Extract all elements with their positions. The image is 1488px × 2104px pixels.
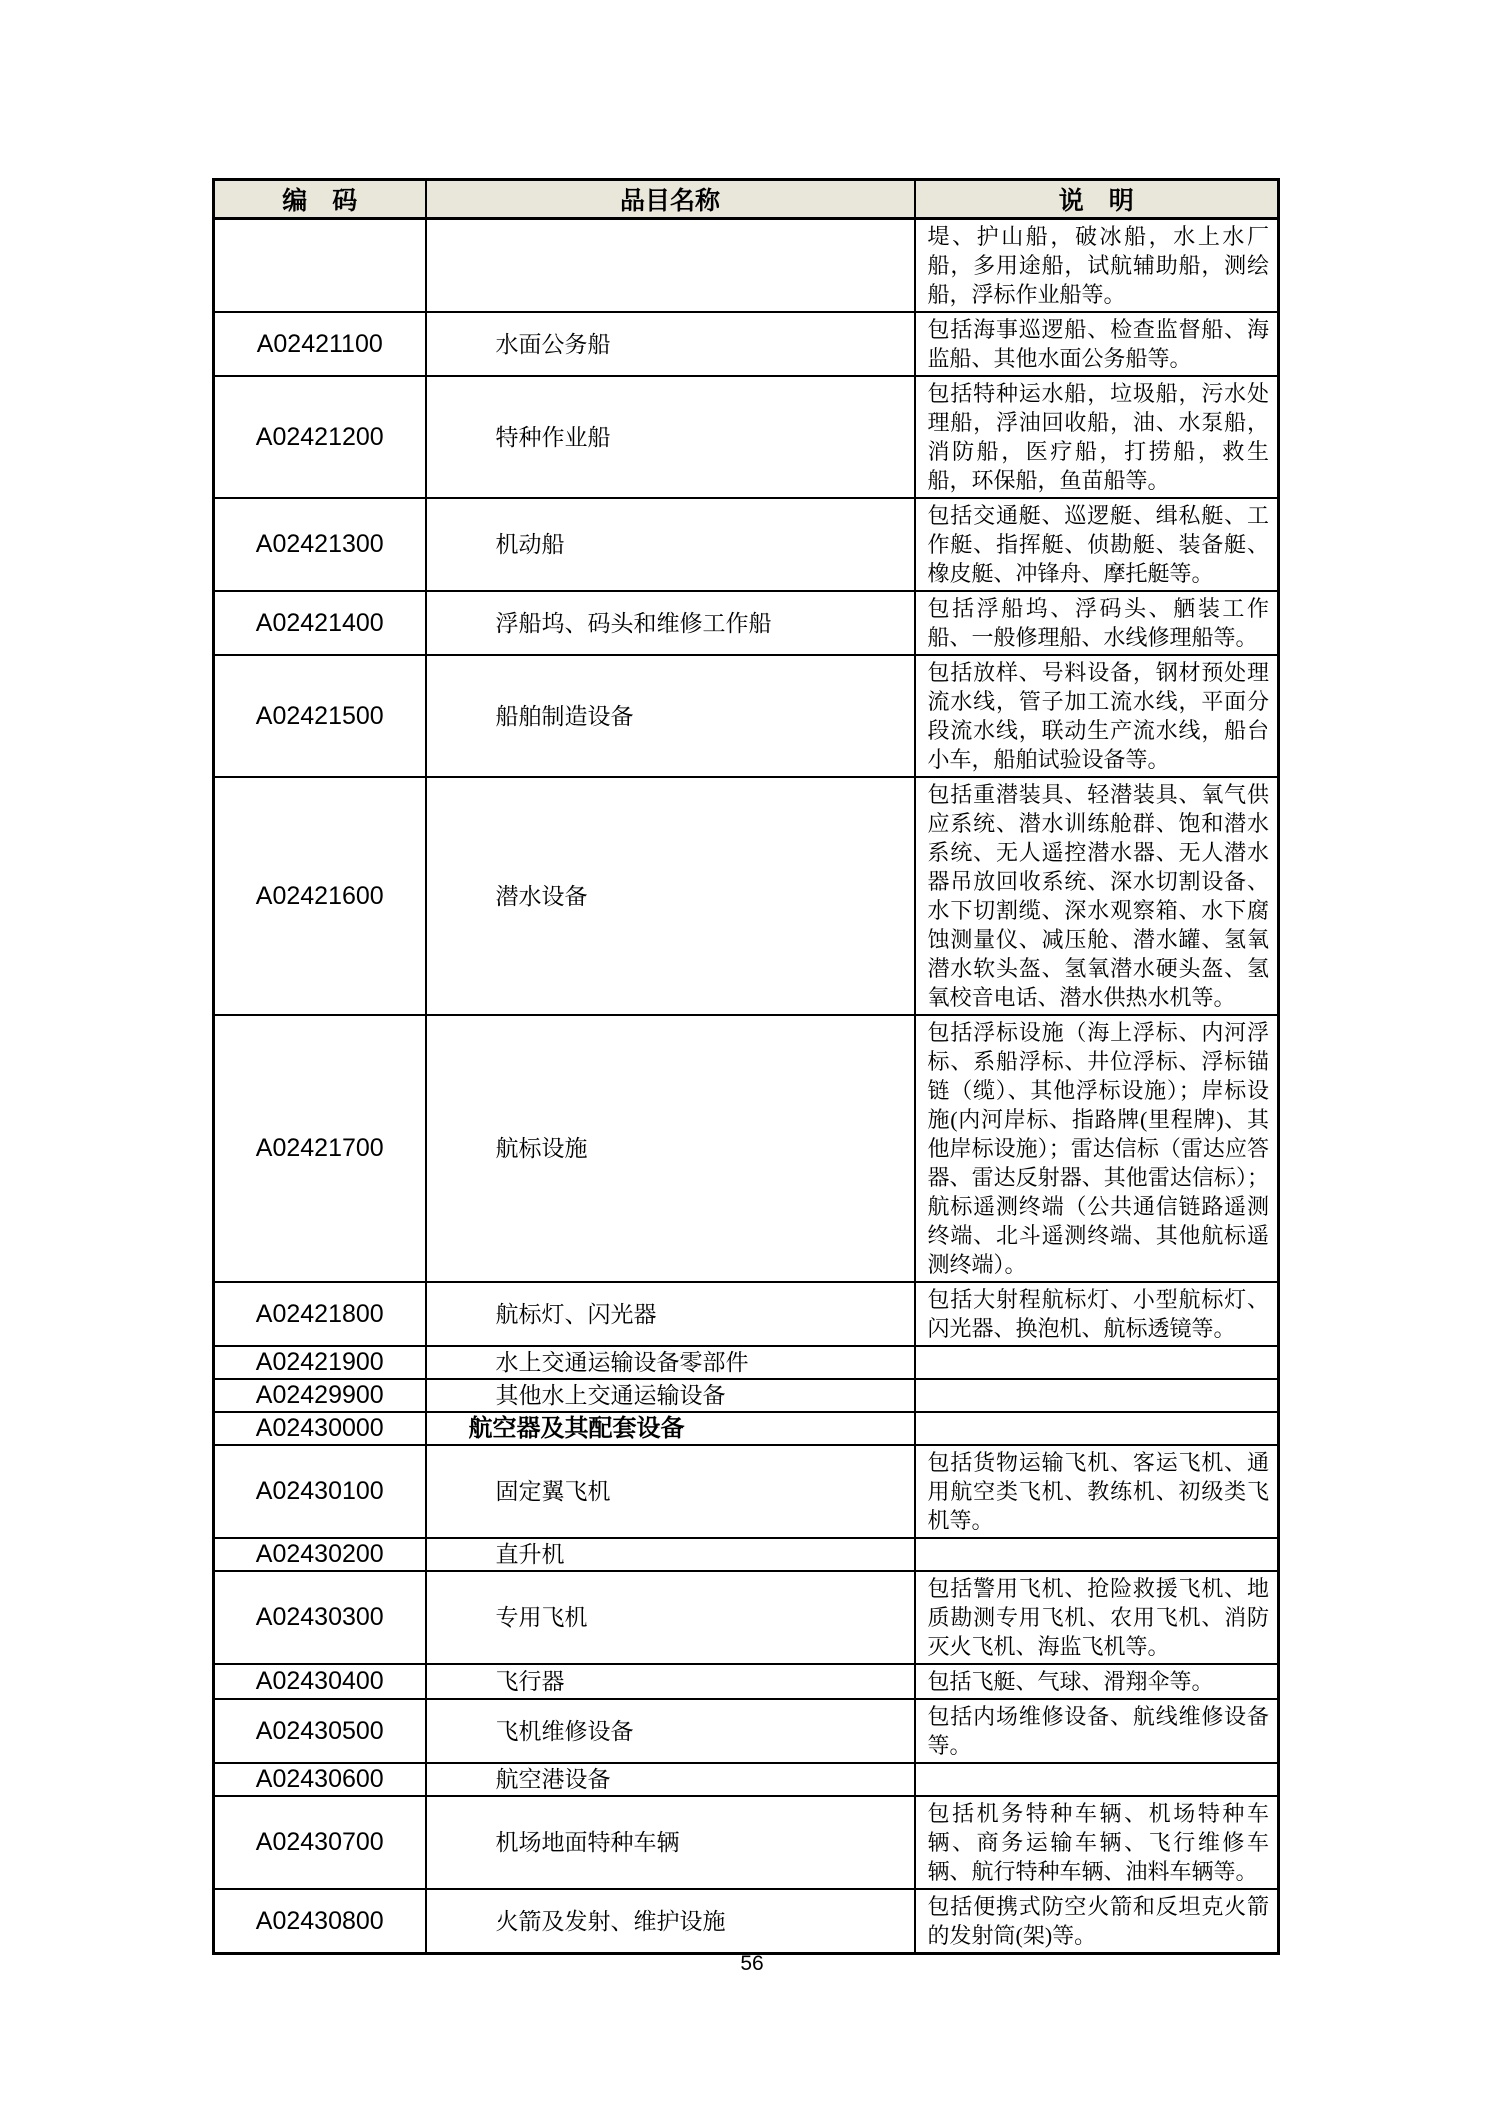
table-row xyxy=(214,1571,1279,1664)
table-row xyxy=(214,1346,1279,1379)
header-description: 说 明 xyxy=(915,180,1279,219)
table-row xyxy=(214,498,1279,591)
name-cell: 航空器及其配套设备 xyxy=(426,1412,915,1445)
code-cell: A02430100 xyxy=(214,1445,426,1538)
code-cell: A02421100 xyxy=(214,312,426,376)
code-cell: A02421700 xyxy=(214,1015,426,1282)
classification-table xyxy=(212,178,1280,1955)
desc-cell: 包括特种运水船，垃圾船，污水处理船，浮油回收船，油、水泵船，消防船，医疗船，打捞船，救生船，环保船，鱼苗船等。 xyxy=(915,376,1279,498)
name-cell: 机场地面特种车辆 xyxy=(426,1796,915,1889)
desc-cell: 包括交通艇、巡逻艇、缉私艇、工作艇、指挥艇、侦勘艇、装备艇、橡皮艇、冲锋舟、摩托艇等。 xyxy=(915,498,1279,591)
table-row xyxy=(214,1664,1279,1699)
code-cell: A02421900 xyxy=(214,1346,426,1379)
table-row xyxy=(214,376,1279,498)
table-row xyxy=(214,1445,1279,1538)
header-item-name: 品目名称 xyxy=(426,180,915,219)
code-cell: A02429900 xyxy=(214,1379,426,1412)
header-row xyxy=(214,180,1279,219)
name-cell: 飞行器 xyxy=(426,1664,915,1699)
desc-cell: 堤、护山船，破冰船，水上水厂船，多用途船，试航辅助船，测绘船，浮标作业船等。 xyxy=(915,219,1279,313)
name-cell: 固定翼飞机 xyxy=(426,1445,915,1538)
code-cell: A02421300 xyxy=(214,498,426,591)
desc-cell: 包括内场维修设备、航线维修设备等。 xyxy=(915,1699,1279,1763)
name-cell: 专用飞机 xyxy=(426,1571,915,1664)
desc-cell xyxy=(915,1379,1279,1412)
table-row xyxy=(214,1015,1279,1282)
name-cell: 航空港设备 xyxy=(426,1763,915,1796)
desc-cell: 包括浮标设施（海上浮标、内河浮标、系船浮标、井位浮标、浮标锚链（缆）、其他浮标设施）；岸标设施(内河岸标、指路牌(里程牌)、其他岸标设施）；雷达信标（雷达应答器、雷达反射器、其他雷达信标）；航标遥测终端（公共通信链路遥测终端、北斗遥测终端、其他航标遥测终端）。 xyxy=(915,1015,1279,1282)
desc-cell xyxy=(915,1538,1279,1571)
table-row xyxy=(214,591,1279,655)
name-cell: 其他水上交通运输设备 xyxy=(426,1379,915,1412)
desc-cell: 包括飞艇、气球、滑翔伞等。 xyxy=(915,1664,1279,1699)
desc-cell: 包括重潜装具、轻潜装具、氧气供应系统、潜水训练舱群、饱和潜水系统、无人遥控潜水器、无人潜水器吊放回收系统、深水切割设备、水下切割缆、深水观察箱、水下腐蚀测量仪、减压舱、潜水罐、氢氧潜水软头盔、氢氧潜水硬头盔、氢氧校音电话、潜水供热水机等。 xyxy=(915,777,1279,1015)
table-row xyxy=(214,655,1279,777)
name-cell: 航标设施 xyxy=(426,1015,915,1282)
table-row xyxy=(214,1796,1279,1889)
code-cell: A02430600 xyxy=(214,1763,426,1796)
desc-cell: 包括货物运输飞机、客运飞机、通用航空类飞机、教练机、初级类飞机等。 xyxy=(915,1445,1279,1538)
code-cell: A02430500 xyxy=(214,1699,426,1763)
table-row xyxy=(214,777,1279,1015)
desc-cell: 包括机务特种车辆、机场特种车辆、商务运输车辆、飞行维修车辆、航行特种车辆、油料车辆等。 xyxy=(915,1796,1279,1889)
desc-cell: 包括浮船坞、浮码头、舾装工作船、一般修理船、水线修理船等。 xyxy=(915,591,1279,655)
code-cell: A02421800 xyxy=(214,1282,426,1346)
table-row xyxy=(214,1379,1279,1412)
table-row xyxy=(214,1699,1279,1763)
name-cell: 水上交通运输设备零部件 xyxy=(426,1346,915,1379)
page-number: 56 xyxy=(740,1952,764,1975)
code-cell: A02421200 xyxy=(214,376,426,498)
desc-cell: 包括警用飞机、抢险救援飞机、地质勘测专用飞机、农用飞机、消防灭火飞机、海监飞机等。 xyxy=(915,1571,1279,1664)
code-cell xyxy=(214,219,426,313)
name-cell xyxy=(426,219,915,313)
table-row xyxy=(214,312,1279,376)
code-cell: A02430800 xyxy=(214,1889,426,1954)
desc-cell xyxy=(915,1412,1279,1445)
desc-cell xyxy=(915,1763,1279,1796)
table-row xyxy=(214,1889,1279,1954)
name-cell: 浮船坞、码头和维修工作船 xyxy=(426,591,915,655)
desc-cell xyxy=(915,1346,1279,1379)
name-cell: 水面公务船 xyxy=(426,312,915,376)
name-cell: 飞机维修设备 xyxy=(426,1699,915,1763)
name-cell: 机动船 xyxy=(426,498,915,591)
code-cell: A02421400 xyxy=(214,591,426,655)
name-cell: 航标灯、闪光器 xyxy=(426,1282,915,1346)
code-cell: A02430700 xyxy=(214,1796,426,1889)
code-cell: A02430400 xyxy=(214,1664,426,1699)
name-cell: 船舶制造设备 xyxy=(426,655,915,777)
table-row xyxy=(214,219,1279,313)
table-row xyxy=(214,1412,1279,1445)
code-cell: A02430000 xyxy=(214,1412,426,1445)
name-cell: 火箭及发射、维护设施 xyxy=(426,1889,915,1954)
desc-cell: 包括放样、号料设备，钢材预处理流水线，管子加工流水线，平面分段流水线，联动生产流水线，船台小车，船舶试验设备等。 xyxy=(915,655,1279,777)
code-cell: A02430300 xyxy=(214,1571,426,1664)
table-body xyxy=(214,219,1279,1954)
table-row xyxy=(214,1763,1279,1796)
desc-cell: 包括大射程航标灯、小型航标灯、闪光器、换泡机、航标透镜等。 xyxy=(915,1282,1279,1346)
header-code: 编 码 xyxy=(214,180,426,219)
code-cell: A02421500 xyxy=(214,655,426,777)
desc-cell: 包括便携式防空火箭和反坦克火箭的发射筒(架)等。 xyxy=(915,1889,1279,1954)
name-cell: 潜水设备 xyxy=(426,777,915,1015)
name-cell: 直升机 xyxy=(426,1538,915,1571)
name-cell: 特种作业船 xyxy=(426,376,915,498)
desc-cell: 包括海事巡逻船、检查监督船、海监船、其他水面公务船等。 xyxy=(915,312,1279,376)
table-row xyxy=(214,1282,1279,1346)
code-cell: A02421600 xyxy=(214,777,426,1015)
table-row xyxy=(214,1538,1279,1571)
code-cell: A02430200 xyxy=(214,1538,426,1571)
table-header xyxy=(214,180,1279,219)
